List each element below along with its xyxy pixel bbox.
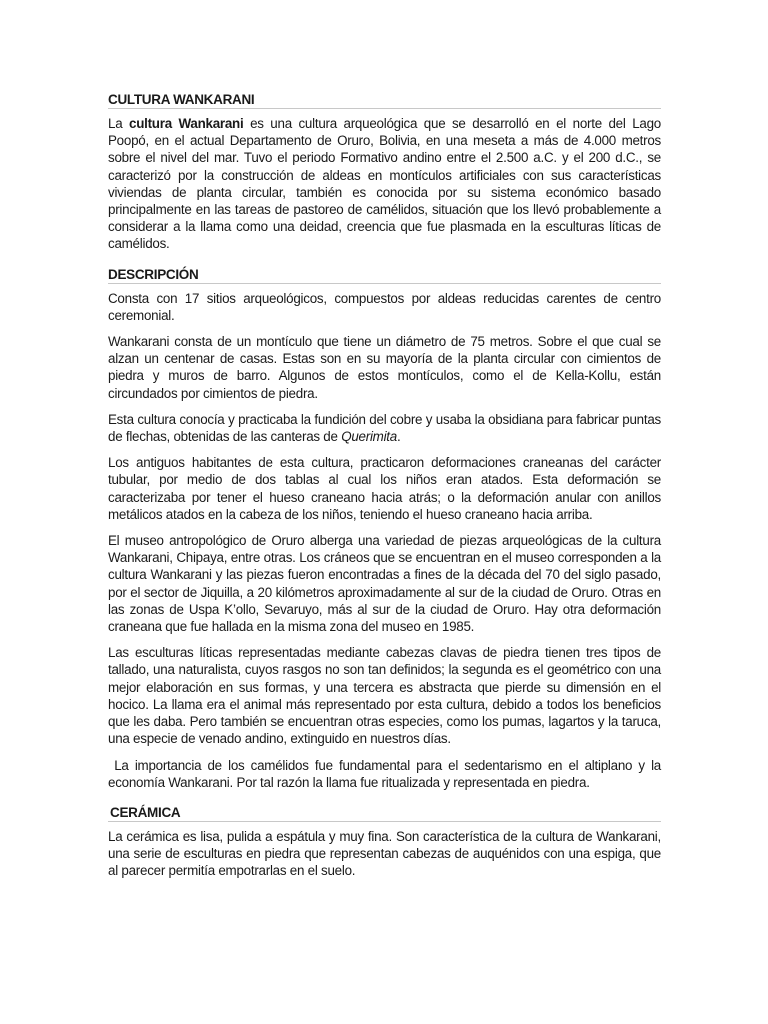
descripcion-paragraph-4: Los antiguos habitantes de esta cultura, practicaron deformaciones craneanas del carácter tubular, por medio de dos tablas al cual los niños eran atados. Esta deformación se caracterizaba por tener el hueso craneano hacia atrás; o la deformación anular con anillos metálicos atados en la cabeza de los niños, teniendo el hueso craneano hacia arriba. xyxy=(108,455,661,522)
p3-post: . xyxy=(396,429,401,445)
descripcion-paragraph-7: La importancia de los camélidos fue fundamental para el sedentarismo en el altiplano y la economía Wankarani. Por tal razón la llama fue ritualizada y representada en piedra. xyxy=(108,757,665,790)
p3-pre: Esta cultura conocía y practicaba la fundición del cobre y usaba la obsidiana para fabricar puntas de flechas, obtenidas de las canteras de xyxy=(108,411,661,445)
intro-bold-term: cultura Wankarani xyxy=(129,116,244,131)
intro-paragraph xyxy=(108,115,661,253)
descripcion-paragraph-3 xyxy=(108,411,661,445)
descripcion-paragraph-1: Consta con 17 sitios arqueológicos, compuestos por aldeas reducidas carentes de centro ceremonial. xyxy=(108,290,661,323)
descripcion-paragraph-5: El museo antropológico de Oruro alberga una variedad de piezas arqueológicas de la cultura Wankarani, Chipaya, entre otras. Los cráneos que se encuentran en el museo corresponden a la cultura Wankarani y las piezas fueron encontradas a fines de la década del 70 del siglo pasado, por el sector de Jiquilla, a 20 kilómetros aproximadamente al sur de la ciudad de Oruro. Otras en las zonas de Uspa K’ollo, Sevaruyo, más al sur de la ciudad de Oruro. Hay otra deformación craneana que fue hallada en la misma zona del museo en 1985. xyxy=(108,533,661,635)
ceramica-paragraph-1: La cerámica es lisa, pulida a espátula y muy fina. Son característica de la cultura de Wankarani, una serie de esculturas en piedra que representan cabezas de auquénidos con una espiga, que al parecer permitía empotrarlas en el suelo. xyxy=(108,828,661,879)
intro-post: es una cultura arqueológica que se desarrolló en el norte del Lago Poopó, en el actual Departamento de Oruro, Bolivia, en una meseta a más de 4.000 metros sobre el nivel del mar. Tuvo el periodo Formativo andino entre el 2.500 a.C. y el 200 d.C., se caracterizó por la construcción de aldeas en montículos artificiales con sus características viviendas de planta circular, también es conocida por su sistema económico basado principalmente en las tareas de pastoreo de camélidos, situación que los llevó probablemente a considerar a la llama como una deidad, creencia que fue plasmada en la esculturas líticas de camélidos. xyxy=(108,116,661,252)
heading-descripcion: DESCRIPCIÓN xyxy=(108,267,661,284)
intro-pre: La xyxy=(108,116,129,131)
heading-ceramica: CERÁMICA xyxy=(108,805,661,822)
descripcion-paragraph-6: Las esculturas líticas representadas mediante cabezas clavas de piedra tienen tres tipos de tallado, una naturalista, cuyos rasgos no son tan definidos; la segunda es el geométrico con una mejor elaboración en sus formas, y una tercera es abstracta que pierde su dimensión en el hocico. La llama era el animal más representado por esta cultura, debido a todos los beneficios que les daba. Pero también se encuentran otras especies, como los pumas, lagartos y la taruca, una especie de venado andino, extinguido en nuestros días. xyxy=(108,645,661,747)
p3-italic-place: Querimita xyxy=(341,429,397,445)
descripcion-paragraph-2: Wankarani consta de un montículo que tiene un diámetro de 75 metros. Sobre el que cual se alzan un centenar de casas. Estas son en su mayoría de la planta circular con cimientos de piedra y muros de barro. Algunos de estos montículos, como el de Kella-Kollu, están circundados por cimientos de piedra. xyxy=(108,334,661,401)
heading-cultura-wankarani: CULTURA WANKARANI xyxy=(108,92,661,109)
document-body xyxy=(108,92,665,889)
